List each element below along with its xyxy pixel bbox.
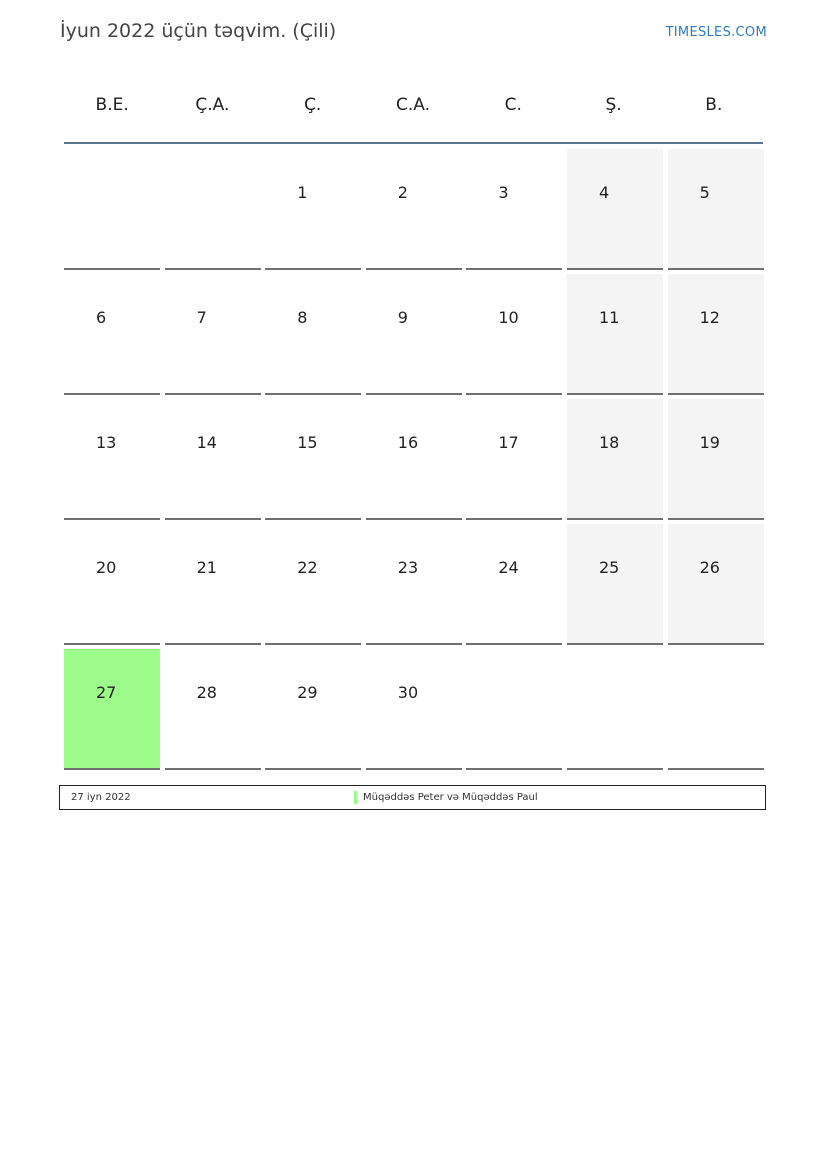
day-number: 4 (598, 183, 610, 202)
day-number: 25 (598, 558, 620, 577)
weekday-monday: B.E. (95, 95, 129, 115)
legend-color-swatch (354, 791, 357, 804)
day-number: 21 (196, 558, 217, 577)
day-number: 2 (397, 183, 408, 202)
weekend-day-cell (668, 524, 764, 645)
weekend-day-cell (567, 524, 663, 645)
day-number: 1 (297, 183, 308, 202)
day-cell (265, 524, 361, 645)
day-cell (366, 524, 462, 645)
day-cell (165, 274, 261, 395)
day-cell (668, 649, 764, 770)
day-number: 15 (297, 433, 318, 452)
day-number: 26 (699, 558, 720, 577)
day-cell (64, 274, 160, 395)
day-number: 27 (96, 683, 117, 702)
day-number: 8 (297, 308, 308, 327)
day-number: 30 (397, 683, 419, 702)
weekend-day-cell (668, 149, 764, 270)
day-cell (466, 524, 562, 645)
day-number: 17 (498, 433, 519, 452)
site-link[interactable]: TIMESLES.COM (665, 25, 767, 40)
day-cell (265, 399, 361, 520)
day-number: 9 (397, 308, 408, 327)
weekend-day-cell (567, 399, 663, 520)
day-number: 16 (397, 433, 419, 452)
day-cell (64, 399, 160, 520)
day-cell (466, 274, 562, 395)
day-cell (165, 399, 261, 520)
day-cell (366, 399, 462, 520)
day-cell (567, 649, 663, 770)
day-cell (64, 524, 160, 645)
day-number: 3 (498, 183, 509, 202)
day-cell (165, 649, 261, 770)
day-cell (165, 149, 261, 270)
page-title: İyun 2022 üçün təqvim. (Çili) (60, 20, 337, 42)
day-number: 18 (598, 433, 620, 452)
calendar-grid (64, 149, 764, 770)
day-cell (366, 649, 462, 770)
weekend-day-cell (668, 274, 764, 395)
weekday-wednesday: Ç. (304, 95, 322, 115)
weekend-day-cell (567, 149, 663, 270)
day-number: 6 (96, 308, 107, 327)
legend-holiday-name: Müqəddəs Peter və Müqəddəs Paul (363, 792, 538, 803)
day-cell (64, 149, 160, 270)
day-cell (466, 649, 562, 770)
day-cell (265, 149, 361, 270)
weekday-tuesday: Ç.A. (195, 95, 230, 115)
day-number: 23 (397, 558, 419, 577)
weekend-day-cell (567, 274, 663, 395)
day-cell (366, 274, 462, 395)
weekend-day-cell (668, 399, 764, 520)
day-number: 28 (196, 683, 217, 702)
day-number: 22 (297, 558, 318, 577)
weekday-saturday: Ş. (605, 95, 622, 115)
day-number: 13 (96, 433, 117, 452)
day-number: 14 (196, 433, 217, 452)
day-number: 19 (699, 433, 720, 452)
day-number: 5 (699, 183, 710, 202)
legend-date: 27 iyn 2022 (71, 792, 131, 803)
weekday-thursday: C.A. (395, 95, 430, 115)
weekday-header-row (62, 90, 764, 120)
day-cell (265, 274, 361, 395)
holiday-day-cell (64, 649, 160, 770)
day-number: 29 (297, 683, 318, 702)
day-number: 20 (96, 558, 117, 577)
day-number: 10 (498, 308, 519, 327)
day-cell (165, 524, 261, 645)
day-number: 11 (598, 308, 620, 327)
weekday-friday: C. (504, 95, 522, 115)
day-number: 7 (196, 308, 207, 327)
weekday-sunday: B. (705, 95, 723, 115)
day-cell (466, 149, 562, 270)
day-cell (466, 399, 562, 520)
day-cell (265, 649, 361, 770)
day-cell (366, 149, 462, 270)
holiday-legend (59, 785, 766, 810)
day-number: 24 (498, 558, 519, 577)
header-divider (64, 142, 763, 144)
day-number: 12 (699, 308, 720, 327)
